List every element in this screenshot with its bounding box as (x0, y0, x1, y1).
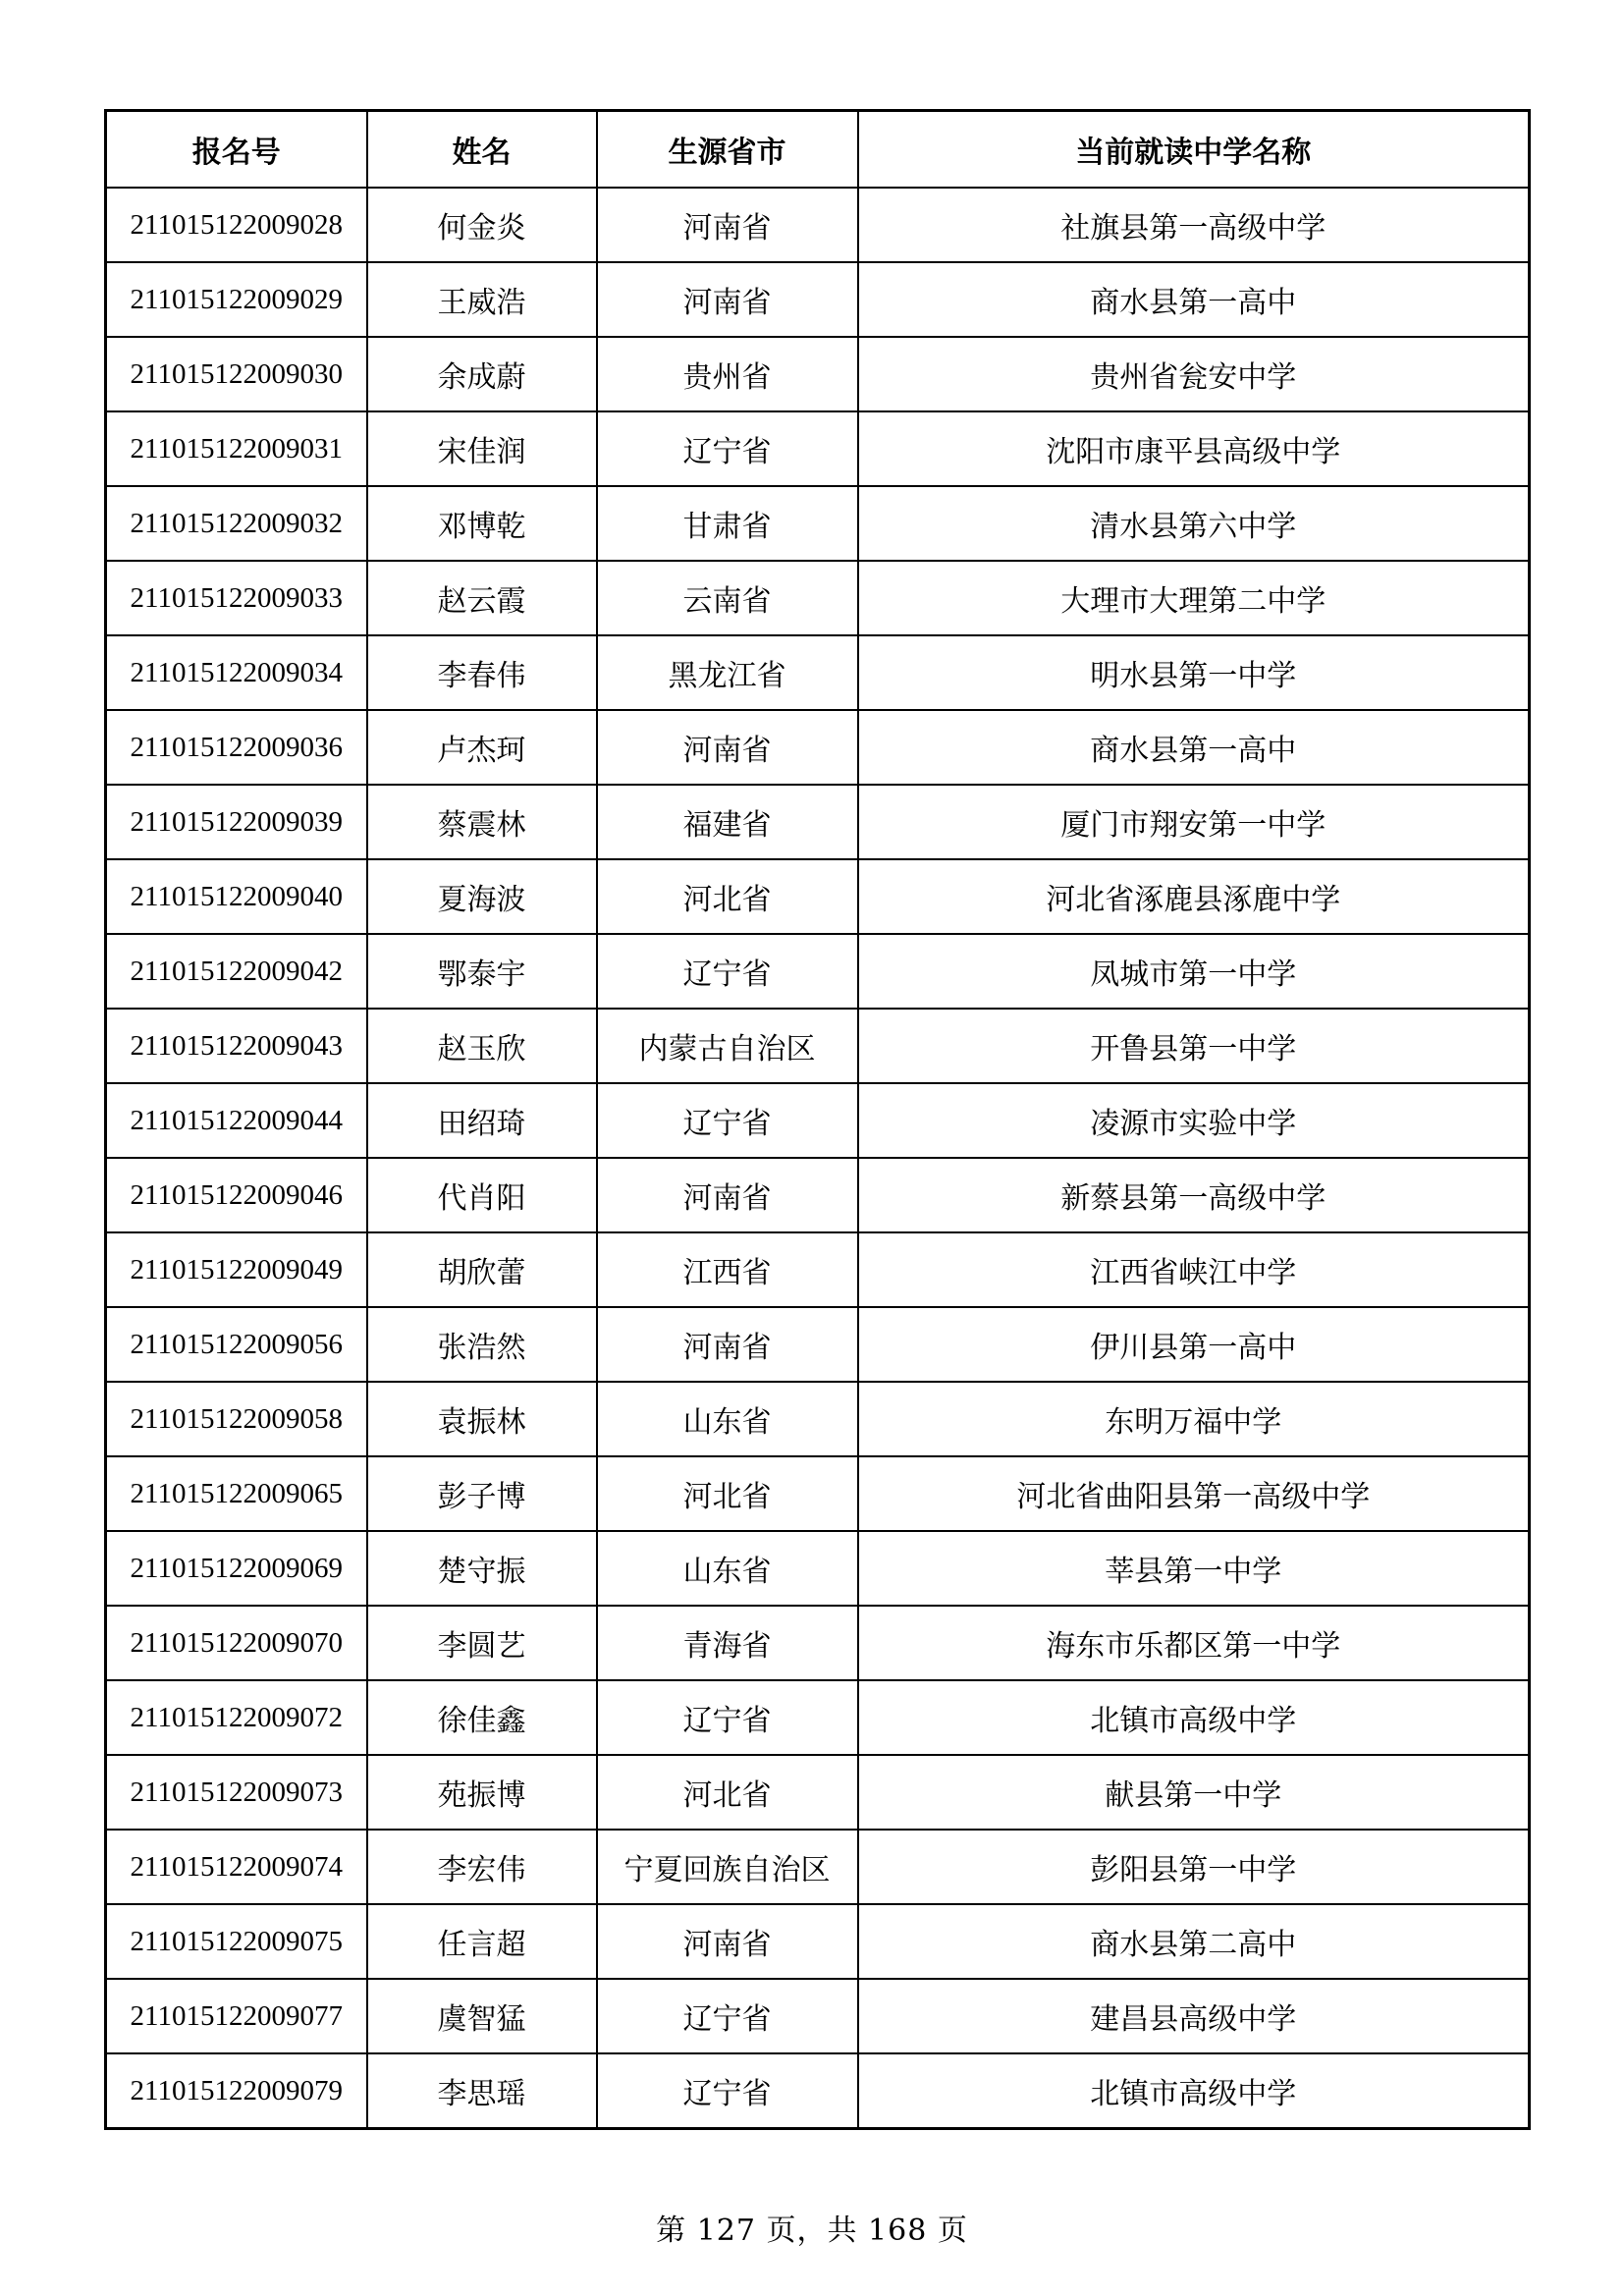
table-row (106, 785, 1530, 859)
cell-province: 河北省 (597, 859, 858, 934)
cell-school: 商水县第一高中 (858, 262, 1530, 337)
table-row (106, 1531, 1530, 1606)
cell-name: 代肖阳 (367, 1158, 597, 1232)
table-row (106, 1606, 1530, 1680)
table-header (106, 111, 1530, 189)
cell-registration-number: 211015122009075 (106, 1904, 367, 1979)
cell-name: 袁振林 (367, 1382, 597, 1456)
cell-registration-number: 211015122009034 (106, 635, 367, 710)
cell-school: 伊川县第一高中 (858, 1307, 1530, 1382)
cell-province: 宁夏回族自治区 (597, 1830, 858, 1904)
cell-registration-number: 211015122009029 (106, 262, 367, 337)
cell-province: 江西省 (597, 1232, 858, 1307)
cell-name: 苑振博 (367, 1755, 597, 1830)
cell-school: 厦门市翔安第一中学 (858, 785, 1530, 859)
header-province: 生源省市 (597, 111, 858, 189)
cell-province: 辽宁省 (597, 1083, 858, 1158)
cell-province: 青海省 (597, 1606, 858, 1680)
cell-registration-number: 211015122009039 (106, 785, 367, 859)
cell-name: 邓博乾 (367, 486, 597, 561)
cell-registration-number: 211015122009033 (106, 561, 367, 635)
cell-name: 楚守振 (367, 1531, 597, 1606)
cell-name: 李宏伟 (367, 1830, 597, 1904)
table-row (106, 1083, 1530, 1158)
cell-school: 江西省峡江中学 (858, 1232, 1530, 1307)
cell-registration-number: 211015122009030 (106, 337, 367, 411)
table-row (106, 1158, 1530, 1232)
cell-province: 福建省 (597, 785, 858, 859)
page-footer: 第 127 页，共 168 页 (656, 2214, 968, 2248)
table-row (106, 1009, 1530, 1083)
cell-name: 田绍琦 (367, 1083, 597, 1158)
cell-name: 李思瑶 (367, 2053, 597, 2129)
table-row (106, 411, 1530, 486)
cell-name: 赵玉欣 (367, 1009, 597, 1083)
cell-registration-number: 211015122009046 (106, 1158, 367, 1232)
cell-name: 宋佳润 (367, 411, 597, 486)
cell-province: 贵州省 (597, 337, 858, 411)
cell-name: 鄂泰宇 (367, 934, 597, 1009)
table-row (106, 934, 1530, 1009)
cell-name: 胡欣蕾 (367, 1232, 597, 1307)
cell-registration-number: 211015122009028 (106, 188, 367, 262)
table-row (106, 1456, 1530, 1531)
cell-name: 蔡震林 (367, 785, 597, 859)
cell-province: 内蒙古自治区 (597, 1009, 858, 1083)
cell-school: 献县第一中学 (858, 1755, 1530, 1830)
table-row (106, 1232, 1530, 1307)
cell-registration-number: 211015122009032 (106, 486, 367, 561)
table-row (106, 561, 1530, 635)
cell-registration-number: 211015122009074 (106, 1830, 367, 1904)
cell-name: 夏海波 (367, 859, 597, 934)
cell-school: 河北省曲阳县第一高级中学 (858, 1456, 1530, 1531)
cell-name: 徐佳鑫 (367, 1680, 597, 1755)
cell-province: 辽宁省 (597, 2053, 858, 2129)
table-row (106, 1680, 1530, 1755)
cell-school: 海东市乐都区第一中学 (858, 1606, 1530, 1680)
table-row (106, 710, 1530, 785)
table-row (106, 859, 1530, 934)
cell-registration-number: 211015122009056 (106, 1307, 367, 1382)
cell-school: 沈阳市康平县高级中学 (858, 411, 1530, 486)
cell-province: 甘肃省 (597, 486, 858, 561)
cell-school: 北镇市高级中学 (858, 2053, 1530, 2129)
cell-province: 辽宁省 (597, 1680, 858, 1755)
cell-name: 虞智猛 (367, 1979, 597, 2053)
cell-province: 黑龙江省 (597, 635, 858, 710)
cell-name: 李圆艺 (367, 1606, 597, 1680)
cell-school: 贵州省瓮安中学 (858, 337, 1530, 411)
cell-registration-number: 211015122009044 (106, 1083, 367, 1158)
cell-school: 凤城市第一中学 (858, 934, 1530, 1009)
cell-province: 云南省 (597, 561, 858, 635)
cell-registration-number: 211015122009031 (106, 411, 367, 486)
cell-school: 商水县第一高中 (858, 710, 1530, 785)
table-row (106, 1979, 1530, 2053)
cell-province: 河南省 (597, 188, 858, 262)
cell-school: 明水县第一中学 (858, 635, 1530, 710)
cell-school: 莘县第一中学 (858, 1531, 1530, 1606)
cell-registration-number: 211015122009077 (106, 1979, 367, 2053)
cell-province: 河南省 (597, 262, 858, 337)
cell-school: 清水县第六中学 (858, 486, 1530, 561)
cell-name: 李春伟 (367, 635, 597, 710)
table-row (106, 486, 1530, 561)
cell-name: 张浩然 (367, 1307, 597, 1382)
header-name: 姓名 (367, 111, 597, 189)
cell-registration-number: 211015122009065 (106, 1456, 367, 1531)
cell-registration-number: 211015122009042 (106, 934, 367, 1009)
cell-name: 任言超 (367, 1904, 597, 1979)
cell-registration-number: 211015122009036 (106, 710, 367, 785)
header-row (106, 111, 1530, 189)
cell-registration-number: 211015122009070 (106, 1606, 367, 1680)
header-registration-number: 报名号 (106, 111, 367, 189)
cell-province: 河南省 (597, 1307, 858, 1382)
cell-school: 新蔡县第一高级中学 (858, 1158, 1530, 1232)
table-row (106, 262, 1530, 337)
cell-province: 辽宁省 (597, 411, 858, 486)
table-row (106, 1830, 1530, 1904)
cell-school: 开鲁县第一中学 (858, 1009, 1530, 1083)
table-row (106, 1382, 1530, 1456)
cell-province: 辽宁省 (597, 934, 858, 1009)
cell-province: 河南省 (597, 710, 858, 785)
header-school: 当前就读中学名称 (858, 111, 1530, 189)
cell-registration-number: 211015122009069 (106, 1531, 367, 1606)
table-row (106, 1755, 1530, 1830)
cell-school: 社旗县第一高级中学 (858, 188, 1530, 262)
table-row (106, 1307, 1530, 1382)
table-row (106, 635, 1530, 710)
cell-province: 山东省 (597, 1382, 858, 1456)
table-row (106, 2053, 1530, 2129)
cell-province: 辽宁省 (597, 1979, 858, 2053)
cell-school: 商水县第二高中 (858, 1904, 1530, 1979)
student-roster-table (104, 109, 1531, 2130)
table-row (106, 188, 1530, 262)
table-body (106, 188, 1530, 2129)
cell-name: 余成蔚 (367, 337, 597, 411)
cell-province: 河南省 (597, 1904, 858, 1979)
cell-name: 卢杰珂 (367, 710, 597, 785)
cell-school: 河北省涿鹿县涿鹿中学 (858, 859, 1530, 934)
cell-school: 大理市大理第二中学 (858, 561, 1530, 635)
cell-province: 河北省 (597, 1456, 858, 1531)
cell-registration-number: 211015122009072 (106, 1680, 367, 1755)
cell-province: 河南省 (597, 1158, 858, 1232)
cell-school: 建昌县高级中学 (858, 1979, 1530, 2053)
cell-registration-number: 211015122009049 (106, 1232, 367, 1307)
cell-school: 东明万福中学 (858, 1382, 1530, 1456)
table-row (106, 337, 1530, 411)
cell-name: 王威浩 (367, 262, 597, 337)
cell-school: 北镇市高级中学 (858, 1680, 1530, 1755)
cell-name: 彭子博 (367, 1456, 597, 1531)
cell-school: 彭阳县第一中学 (858, 1830, 1530, 1904)
cell-province: 山东省 (597, 1531, 858, 1606)
cell-registration-number: 211015122009079 (106, 2053, 367, 2129)
cell-name: 赵云霞 (367, 561, 597, 635)
cell-registration-number: 211015122009073 (106, 1755, 367, 1830)
cell-registration-number: 211015122009040 (106, 859, 367, 934)
cell-registration-number: 211015122009043 (106, 1009, 367, 1083)
cell-school: 凌源市实验中学 (858, 1083, 1530, 1158)
table-row (106, 1904, 1530, 1979)
cell-registration-number: 211015122009058 (106, 1382, 367, 1456)
cell-province: 河北省 (597, 1755, 858, 1830)
cell-name: 何金炎 (367, 188, 597, 262)
